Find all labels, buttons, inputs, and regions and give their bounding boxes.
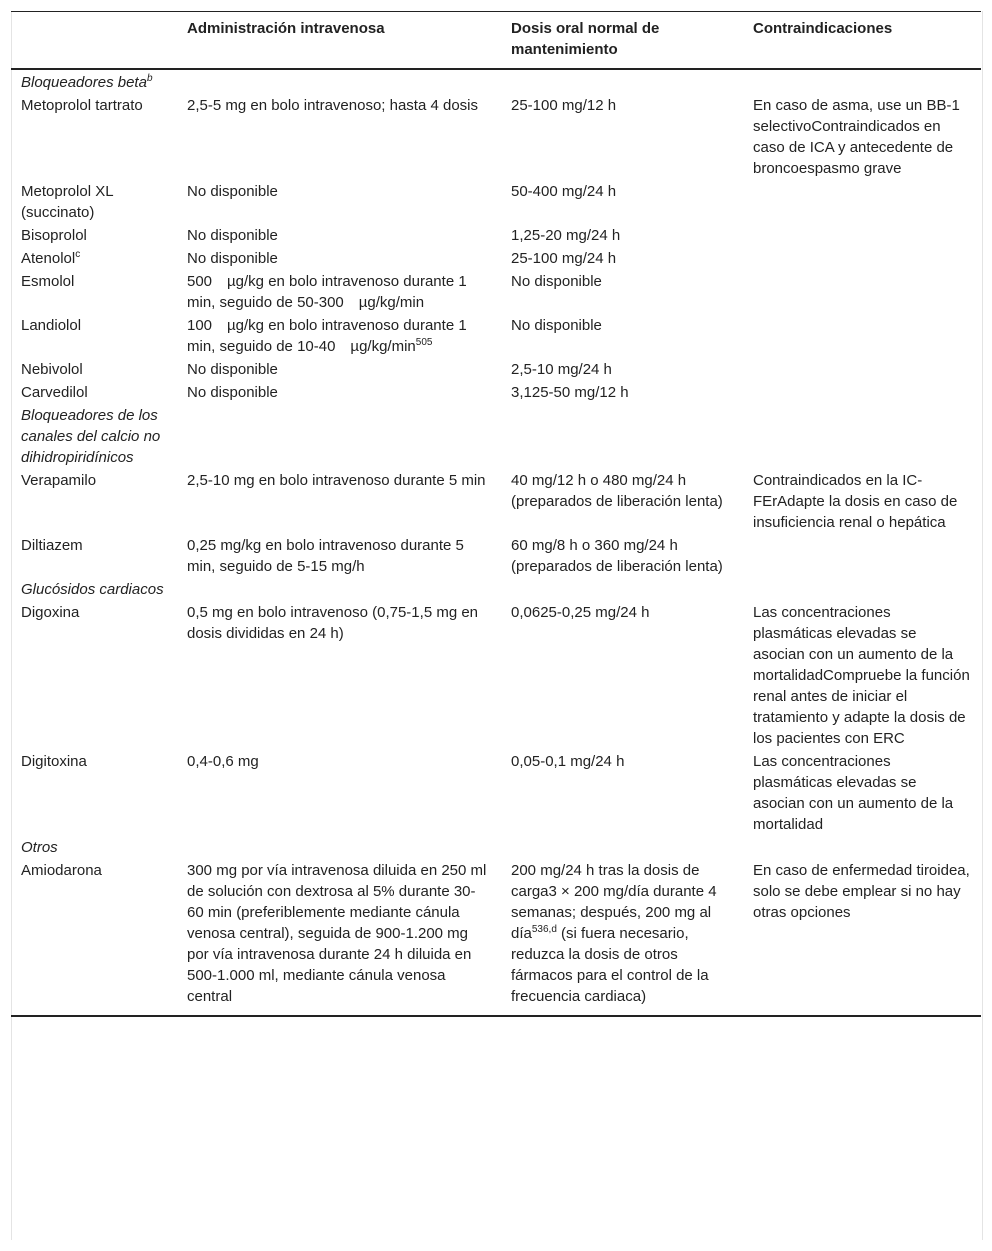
oral-dose-text: 0,05-0,1 mg/24 h <box>511 753 625 770</box>
drug-name <box>11 270 177 314</box>
drug-name-text: Nebivolol <box>21 361 83 378</box>
oral-dose-text-continued: (si fuera necesario, reduzca la dosis de otros fármacos para el control de la frecuencia cardiaca) <box>511 925 709 1005</box>
empty-cell <box>177 578 501 601</box>
header-oral-dose: Dosis oral normal de mantenimiento <box>511 20 660 58</box>
oral-dose <box>501 224 743 247</box>
drug-row <box>11 750 981 836</box>
footnote-marker: 505 <box>415 337 433 348</box>
iv-administration <box>177 750 501 836</box>
category-name <box>11 578 177 601</box>
iv-administration-text: 2,5-5 mg en bolo intravenoso; hasta 4 dosis <box>187 97 479 114</box>
oral-dose <box>501 859 743 1016</box>
iv-administration-text: 0,4-0,6 mg <box>187 753 259 770</box>
drug-name <box>11 601 177 750</box>
oral-dose <box>501 750 743 836</box>
contraindications <box>743 859 981 1016</box>
drug-name-text: Amiodarona <box>21 862 102 879</box>
drug-name <box>11 180 177 224</box>
category-row <box>11 404 981 469</box>
table-header-row <box>11 12 981 70</box>
contraindications <box>743 180 981 224</box>
category-name <box>11 836 177 859</box>
category-name-text: Glucósidos cardiacos <box>21 581 164 598</box>
drug-name <box>11 358 177 381</box>
empty-cell <box>177 69 501 94</box>
contraindications <box>743 224 981 247</box>
category-name-text: Bloqueadores de los canales del calcio no dihidropiridínicos <box>21 407 161 466</box>
empty-cell <box>743 404 981 469</box>
contraindications <box>743 94 981 180</box>
iv-administration <box>177 224 501 247</box>
contraindications <box>743 247 981 270</box>
drug-name-text: Metoprolol tartrato <box>21 97 143 114</box>
drug-name-text: Atenolol <box>21 250 76 267</box>
header-contraindications: Contraindicaciones <box>753 20 893 37</box>
iv-administration <box>177 247 501 270</box>
iv-administration-text: 500 µg/kg en bolo intravenoso durante 1 min, seguido de 50-300 µg/kg/min <box>187 273 467 311</box>
drug-name-text: Digitoxina <box>21 753 87 770</box>
footnote-marker: b <box>146 73 153 84</box>
drug-name-text: Carvedilol <box>21 384 88 401</box>
iv-administration <box>177 180 501 224</box>
iv-administration <box>177 94 501 180</box>
oral-dose <box>501 247 743 270</box>
oral-dose-text: 40 mg/12 h o 480 mg/24 h (preparados de liberación lenta) <box>511 472 723 510</box>
category-row <box>11 578 981 601</box>
drug-row <box>11 270 981 314</box>
drug-name-text: Verapamilo <box>21 472 97 489</box>
drug-dosage-table <box>11 11 981 1017</box>
contraindications <box>743 601 981 750</box>
drug-row <box>11 180 981 224</box>
oral-dose <box>501 180 743 224</box>
oral-dose <box>501 381 743 404</box>
empty-cell <box>743 836 981 859</box>
contraindications <box>743 750 981 836</box>
drug-row <box>11 314 981 358</box>
contraindications-text: En caso de enfermedad tiroidea, solo se debe emplear si no hay otras opciones <box>753 862 970 921</box>
oral-dose-text: 200 mg/24 h tras la dosis de carga3 × 200 mg/día durante 4 semanas; después, 200 mg al día <box>511 862 717 942</box>
drug-name-text: Digoxina <box>21 604 80 621</box>
contraindications <box>743 270 981 314</box>
contraindications-text: Las concentraciones plasmáticas elevadas se asocian con un aumento de la mortalidadCompruebe la función renal antes de iniciar el tratamiento y adapte la dosis de los pacientes con ERC <box>753 604 970 747</box>
drug-name <box>11 224 177 247</box>
contraindications-text: Contraindicados en la IC-FErAdapte la dosis en caso de insuficiencia renal o hepática <box>753 472 958 531</box>
iv-administration-text: 0,5 mg en bolo intravenoso (0,75-1,5 mg en dosis divididas en 24 h) <box>187 604 479 642</box>
iv-administration <box>177 381 501 404</box>
iv-administration <box>177 601 501 750</box>
footnote-marker: 536,d <box>531 924 557 935</box>
category-name-text: Otros <box>21 839 58 856</box>
contraindications-text: En caso de asma, use un BB-1 selectivoContraindicados en caso de ICA y antecedente de broncoespasmo grave <box>753 97 960 177</box>
iv-administration <box>177 469 501 534</box>
drug-row <box>11 469 981 534</box>
iv-administration-text: No disponible <box>187 183 278 200</box>
contraindications <box>743 314 981 358</box>
category-name <box>11 404 177 469</box>
iv-administration <box>177 859 501 1016</box>
oral-dose-text: 25-100 mg/12 h <box>511 97 617 114</box>
drug-row <box>11 247 981 270</box>
drug-name <box>11 469 177 534</box>
empty-cell <box>743 578 981 601</box>
oral-dose-text: 50-400 mg/24 h <box>511 183 617 200</box>
header-iv-administration: Administración intravenosa <box>187 20 385 37</box>
oral-dose-text: No disponible <box>511 317 602 334</box>
contraindications <box>743 358 981 381</box>
oral-dose <box>501 534 743 578</box>
empty-cell <box>501 404 743 469</box>
drug-row <box>11 601 981 750</box>
contraindications <box>743 469 981 534</box>
footnote-marker: c <box>75 249 81 260</box>
drug-row <box>11 224 981 247</box>
oral-dose-text: 2,5-10 mg/24 h <box>511 361 612 378</box>
drug-name-text: Metoprolol XL (succinato) <box>21 183 113 221</box>
category-row <box>11 836 981 859</box>
empty-cell <box>177 836 501 859</box>
iv-administration-text: 2,5-10 mg en bolo intravenoso durante 5 min <box>187 472 486 489</box>
drug-name <box>11 247 177 270</box>
drug-name <box>11 859 177 1016</box>
empty-cell <box>501 69 743 94</box>
drug-row <box>11 534 981 578</box>
contraindications-text: Las concentraciones plasmáticas elevadas se asocian con un aumento de la mortalidad <box>753 753 954 833</box>
category-row <box>11 69 981 94</box>
iv-administration-text: 300 mg por vía intravenosa diluida en 250 ml de solución con dextrosa al 5% durante 30-60 min (preferiblemente mediante cánula venosa central), seguida de 900-1.200 mg por vía intravenosa durante 24 h diluida en 500-1.000 ml, mediante cánula venosa central <box>187 862 487 1005</box>
oral-dose-text: 3,125-50 mg/12 h <box>511 384 629 401</box>
drug-name <box>11 381 177 404</box>
iv-administration <box>177 358 501 381</box>
empty-cell <box>501 836 743 859</box>
empty-cell <box>743 69 981 94</box>
oral-dose-text: 25-100 mg/24 h <box>511 250 617 267</box>
drug-name <box>11 314 177 358</box>
iv-administration-text: No disponible <box>187 361 278 378</box>
drug-name-text: Landiolol <box>21 317 82 334</box>
drug-row <box>11 358 981 381</box>
drug-name <box>11 534 177 578</box>
oral-dose-text: 0,0625-0,25 mg/24 h <box>511 604 650 621</box>
oral-dose-text: 60 mg/8 h o 360 mg/24 h (preparados de liberación lenta) <box>511 537 723 575</box>
iv-administration-text: 0,25 mg/kg en bolo intravenoso durante 5 min, seguido de 5-15 mg/h <box>187 537 464 575</box>
oral-dose-text: 1,25-20 mg/24 h <box>511 227 621 244</box>
drug-name <box>11 750 177 836</box>
iv-administration <box>177 314 501 358</box>
iv-administration-text: No disponible <box>187 227 278 244</box>
iv-administration <box>177 270 501 314</box>
oral-dose <box>501 469 743 534</box>
drug-name <box>11 94 177 180</box>
iv-administration-text: 100 µg/kg en bolo intravenoso durante 1 min, seguido de 10-40 µg/kg/min <box>187 317 467 355</box>
empty-cell <box>501 578 743 601</box>
oral-dose-text: No disponible <box>511 273 602 290</box>
iv-administration <box>177 534 501 578</box>
oral-dose <box>501 94 743 180</box>
contraindications <box>743 381 981 404</box>
drug-row <box>11 859 981 1016</box>
category-name-text: Bloqueadores beta <box>21 74 147 91</box>
contraindications <box>743 534 981 578</box>
oral-dose <box>501 358 743 381</box>
drug-name-text: Esmolol <box>21 273 75 290</box>
iv-administration-text: No disponible <box>187 384 278 401</box>
category-name <box>11 69 177 94</box>
empty-cell <box>177 404 501 469</box>
drug-name-text: Diltiazem <box>21 537 83 554</box>
header-drug <box>11 12 177 70</box>
drug-row <box>11 381 981 404</box>
oral-dose <box>501 270 743 314</box>
oral-dose <box>501 314 743 358</box>
iv-administration-text: No disponible <box>187 250 278 267</box>
oral-dose <box>501 601 743 750</box>
drug-row <box>11 94 981 180</box>
drug-name-text: Bisoprolol <box>21 227 87 244</box>
